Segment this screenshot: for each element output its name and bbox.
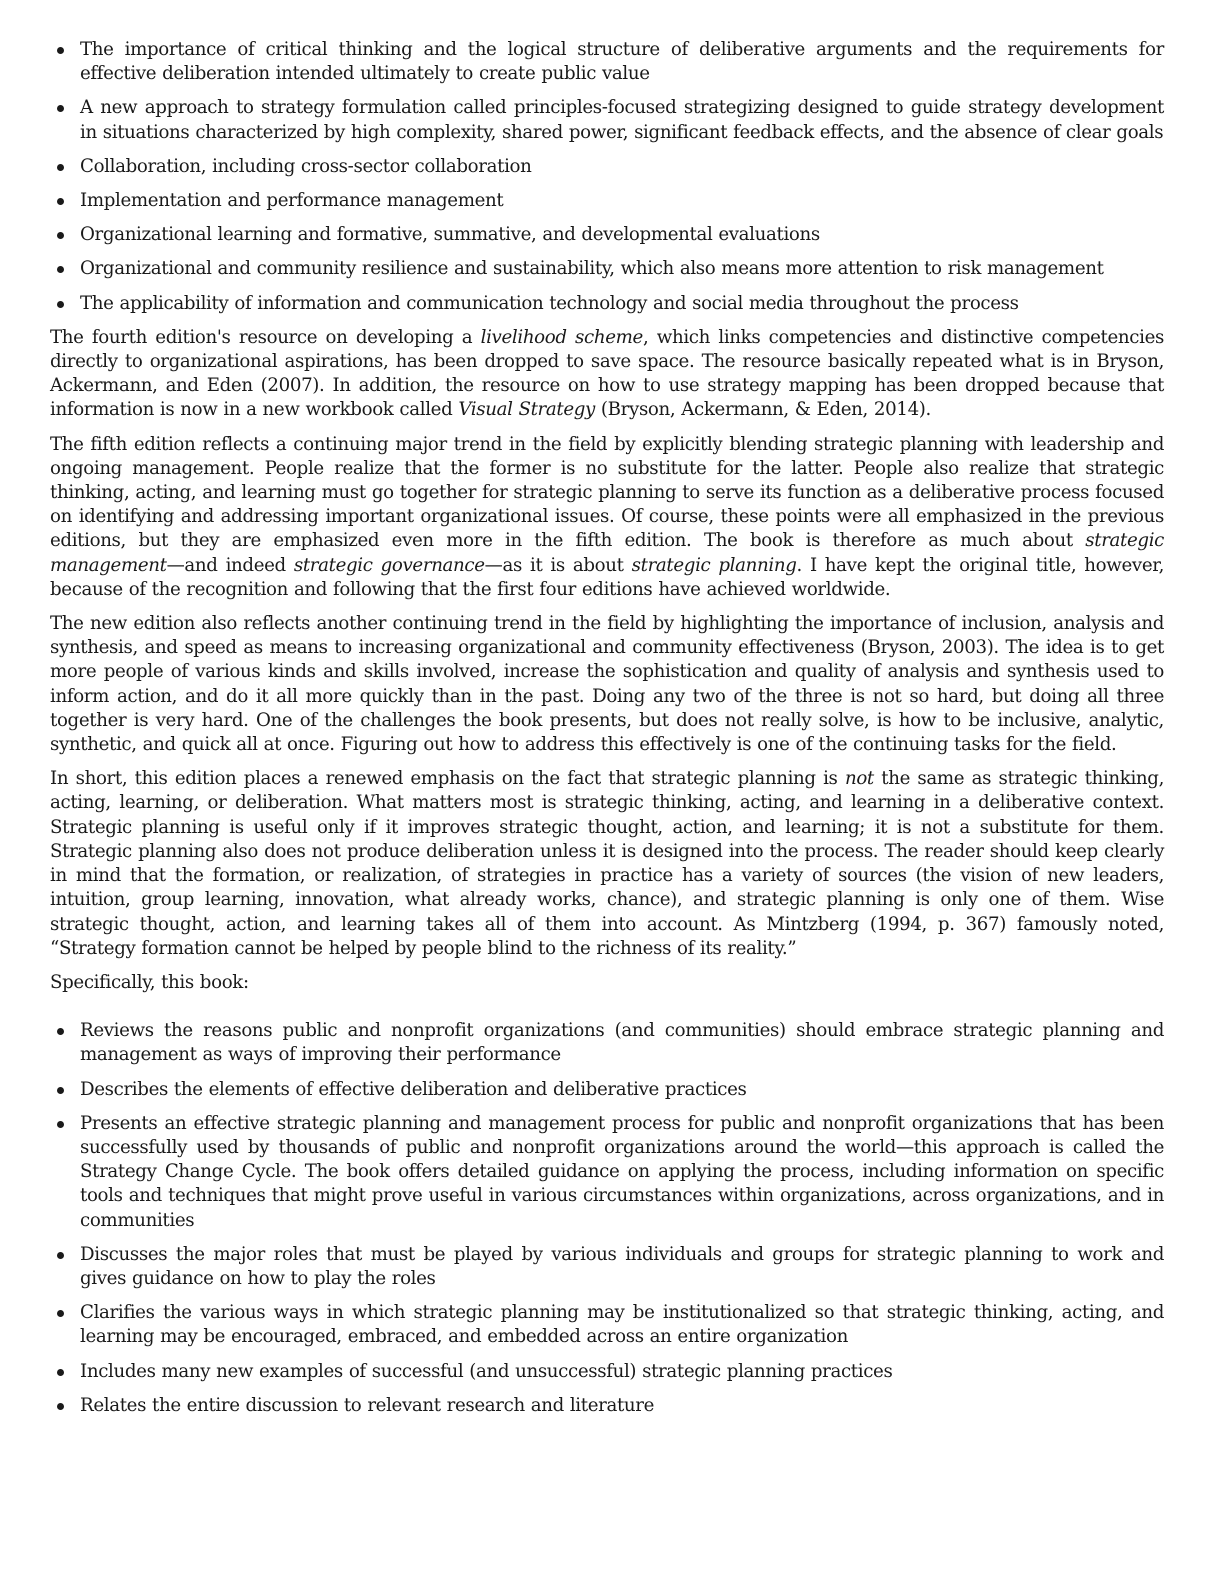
text-run: the same as strategic thinking, acting, learning, or deliberation. What matters most is strategic thinking, acting, and learning in a deliberative context. Strategic planning is useful only if it improves strategic thought, action, and learning; it is not a substitute for them. Strategic planning also does not produce deliberation unless it is designed into the process. The reader should keep clearly in mind that the formation, or realization, of strategies in practice has a variety of sources (the vision of new leaders, intuition, group learning, innovation, what already works, chance), and strategic planning is only one of them. Wise strategic thought, action, and learning takes all of them into account. As Mintzberg (1994, p. 367) famously noted, “Strategy formation cannot be helped by people blind to the richness of its reality.” bbox=[50, 768, 1164, 959]
text-run: The fifth edition reflects a continuing major trend in the field by explicitly blending strategic planning with leadership and ongoing management. People realize that the former is no substitute for the latter. People also realize that strategic thinking, acting, and learning must go together for strategic planning to serve its function as a deliberative process focused on identifying and addressing important organizational issues. Of course, these points were all emphasized in the previous editions, but they are emphasized even more in the fifth edition. The book is therefore as much about bbox=[50, 433, 1164, 552]
emphasis-not: not bbox=[844, 768, 874, 790]
list-item bbox=[50, 1112, 1164, 1233]
text-run: In short, this edition places a renewed emphasis on the fact that strategic planning is bbox=[50, 768, 845, 790]
list-item bbox=[50, 257, 1164, 281]
list-item bbox=[50, 155, 1164, 179]
bullet-icon bbox=[57, 1403, 64, 1410]
list-item bbox=[50, 1301, 1164, 1349]
bullet-icon bbox=[57, 266, 64, 273]
text-run: The fourth edition's resource on developing a bbox=[50, 326, 481, 348]
bullet-icon bbox=[57, 105, 64, 112]
text-run: —and indeed bbox=[166, 554, 294, 576]
list-item bbox=[50, 189, 1164, 213]
list-intro: Specifically, this book: bbox=[50, 971, 249, 993]
list-item-text: The applicability of information and communication technology and social media throughout the process bbox=[80, 292, 1019, 314]
bullet-icon bbox=[57, 164, 64, 171]
bullet-icon bbox=[57, 47, 64, 54]
list-item bbox=[50, 38, 1164, 86]
book-contents-list bbox=[50, 1019, 1164, 1418]
bullet-icon bbox=[57, 232, 64, 239]
emphasis-strategic-governance: strategic governance bbox=[293, 554, 485, 576]
list-item-text: Includes many new examples of successful (and unsuccessful) strategic planning practices bbox=[80, 1360, 893, 1382]
bullet-icon bbox=[57, 1369, 64, 1376]
document-page bbox=[50, 38, 1164, 1428]
list-item-text: Collaboration, including cross-sector collaboration bbox=[80, 155, 532, 177]
list-item bbox=[50, 223, 1164, 247]
emphasis-visual-strategy: Visual Strategy bbox=[458, 399, 595, 421]
paragraph-new-edition: The new edition also reflects another continuing trend in the field by highlighting the importance of inclusion, analysis and synthesis, and speed as means to increasing organizational and community effectiveness (Bryson, 2003). The idea is to get more people of various kinds and skills involved, increase the sophistication and quality of analysis and synthesis used to inform action, and do it all more quickly than in the past. Doing any two of the three is not so hard, but doing all three together is very hard. One of the challenges the book presents, but does not really solve, is how to be inclusive, analytic, synthetic, and quick all at once. Figuring out how to address this effectively is one of the continuing tasks for the field. bbox=[50, 613, 1164, 756]
bullet-icon bbox=[57, 1310, 64, 1317]
list-item-text: Relates the entire discussion to relevant research and literature bbox=[80, 1394, 655, 1416]
bullet-icon bbox=[57, 1028, 64, 1035]
bullet-icon bbox=[57, 301, 64, 308]
list-item bbox=[50, 1243, 1164, 1291]
list-item-text: Discusses the major roles that must be played by various individuals and groups for strategic planning to work and gives guidance on how to play the roles bbox=[80, 1243, 1164, 1289]
paragraph-fifth-edition bbox=[50, 433, 1164, 602]
list-item-text: Organizational and community resilience and sustainability, which also means more attention to risk management bbox=[80, 258, 1104, 280]
bullet-icon bbox=[57, 1121, 64, 1128]
paragraph-in-short bbox=[50, 767, 1164, 961]
bullet-icon bbox=[57, 1252, 64, 1259]
list-item-text: Organizational learning and formative, summative, and developmental evaluations bbox=[80, 224, 820, 246]
list-item bbox=[50, 96, 1164, 144]
text-run: . I have kept the original title, however, because of the recognition and following that the first four editions have achieved worldwide. bbox=[50, 554, 1165, 600]
emphasis-strategic-management: strategic management bbox=[50, 530, 1164, 576]
text-run: , which links competencies and distinctive competencies directly to organizational aspirations, has been dropped to save space. The resource basically repeated what is in Bryson, Ackermann, and Eden (2007). In addition, the resource on how to use strategy mapping has been dropped because that information is now in a new workbook called bbox=[50, 326, 1164, 421]
list-item-text: Clarifies the various ways in which strategic planning may be institutionalized so that strategic thinking, acting, and learning may be encouraged, embraced, and embedded across an entire organization bbox=[80, 1302, 1164, 1348]
bullet-icon bbox=[57, 198, 64, 205]
emphasis-livelihood-scheme: livelihood scheme bbox=[480, 326, 643, 348]
topics-list bbox=[50, 38, 1164, 316]
list-item-text: Presents an effective strategic planning and management process for public and nonprofit organizations that has been successfully used by thousands of public and nonprofit organizations around the world—this approach is called the Strategy Change Cycle. The book offers detailed guidance on applying the process, including information on specific tools and techniques that might prove useful in various circumstances within organizations, across organizations, and in communities bbox=[80, 1112, 1164, 1231]
text-run: —as it is about bbox=[484, 554, 632, 576]
list-item bbox=[50, 1360, 1164, 1384]
bullet-icon bbox=[57, 1087, 64, 1094]
list-item-text: Describes the elements of effective deliberation and deliberative practices bbox=[80, 1078, 747, 1100]
list-item bbox=[50, 1078, 1164, 1102]
list-item-text: A new approach to strategy formulation called principles-focused strategizing designed to guide strategy development in situations characterized by high complexity, shared power, significant feedback effects, and the absence of clear goals bbox=[80, 97, 1164, 143]
emphasis-strategic-planning: strategic planning bbox=[631, 554, 797, 576]
list-item bbox=[50, 1394, 1164, 1418]
list-item-text: Reviews the reasons public and nonprofit organizations (and communities) should embrace strategic planning and management as ways of improving their performance bbox=[80, 1020, 1164, 1066]
list-item bbox=[50, 292, 1164, 316]
list-item bbox=[50, 1019, 1164, 1067]
list-item-text: The importance of critical thinking and the logical structure of deliberative arguments and the requirements for effective deliberation intended ultimately to create public value bbox=[80, 39, 1164, 85]
paragraph-fourth-edition bbox=[50, 326, 1164, 423]
text-run: (Bryson, Ackermann, & Eden, 2014). bbox=[594, 399, 931, 421]
list-item-text: Implementation and performance management bbox=[80, 190, 504, 212]
